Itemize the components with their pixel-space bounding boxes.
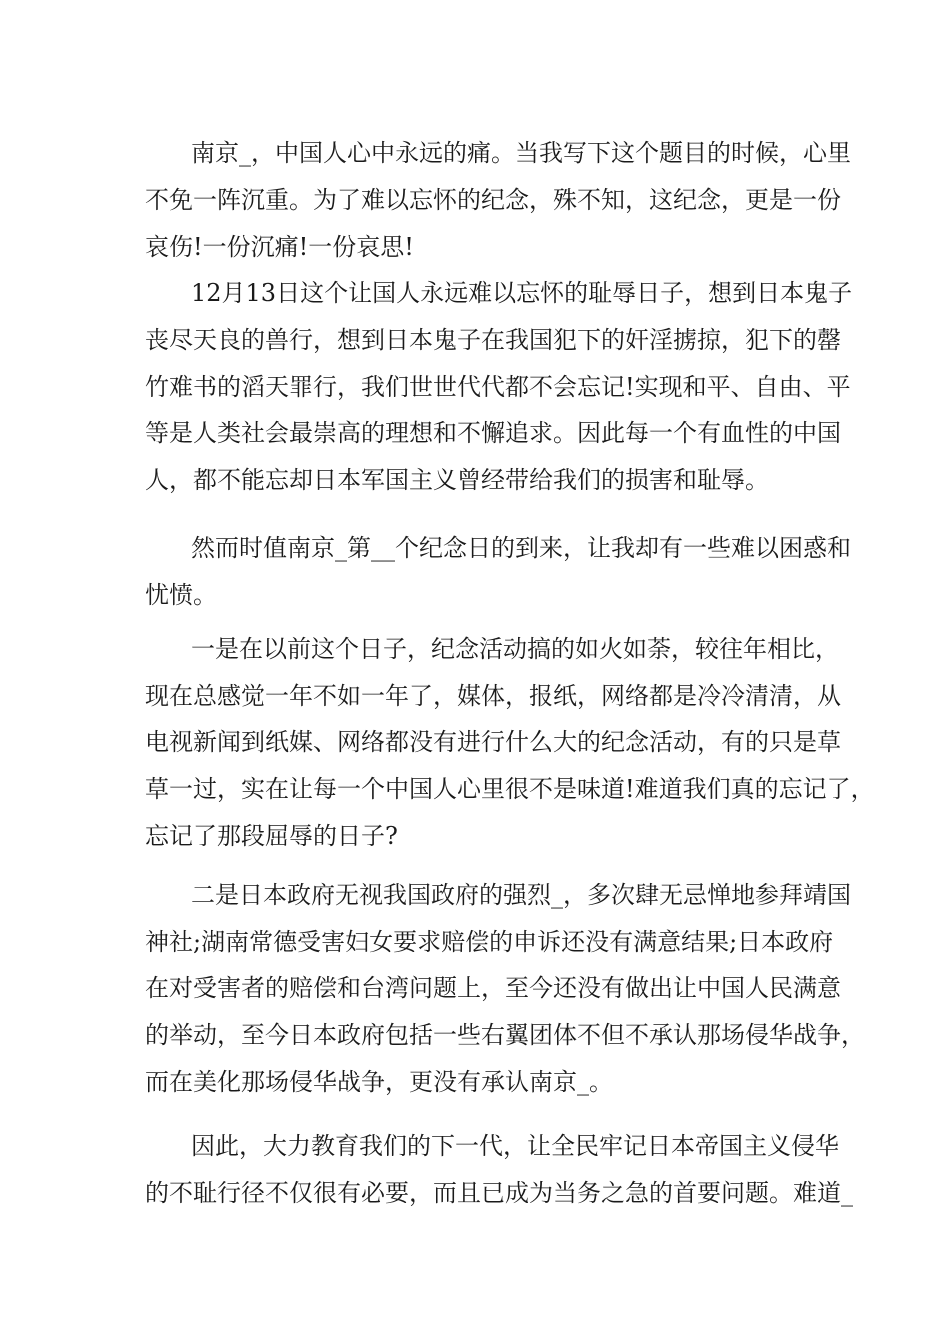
paragraph-4-line-1: 一是在以前这个日子，纪念活动搞的如火如荼，较往年相比， <box>191 635 839 663</box>
paragraph-2-line-3: 竹难书的滔天罪行，我们世世代代都不会忘记!实现和平、自由、平 <box>145 373 851 401</box>
paragraph-3-line-1: 然而时值南京_第__个纪念日的到来，让我却有一些难以困惑和 <box>191 534 851 562</box>
paragraph-5-line-5: 而在美化那场侵华战争，更没有承认南京_。 <box>145 1068 613 1096</box>
paragraph-2-line-2: 丧尽天良的兽行，想到日本鬼子在我国犯下的奸淫掳掠，犯下的罄 <box>145 326 841 354</box>
paragraph-5-line-2: 神社;湖南常德受害妇女要求赔偿的申诉还没有满意结果;日本政府 <box>145 928 834 956</box>
paragraph-4-line-4: 草一过，实在让每一个中国人心里很不是味道!难道我们真的忘记了， <box>145 775 875 803</box>
paragraph-1-line-1: 南京_，中国人心中永远的痛。当我写下这个题目的时候，心里 <box>191 139 851 167</box>
paragraph-6-line-2: 的不耻行径不仅很有必要，而且已成为当务之急的首要问题。难道_ <box>145 1179 853 1207</box>
paragraph-2-line-1: 12月13日这个让国人永远难以忘怀的耻辱日子，想到日本鬼子 <box>191 279 853 307</box>
paragraph-3-line-2: 忧愤。 <box>145 581 217 609</box>
paragraph-4-line-2: 现在总感觉一年不如一年了，媒体，报纸，网络都是冷冷清清，从 <box>145 682 841 710</box>
paragraph-4-line-5: 忘记了那段屈辱的日子? <box>145 822 398 850</box>
paragraph-2-line-5: 人，都不能忘却日本军国主义曾经带给我们的损害和耻辱。 <box>145 466 769 494</box>
paragraph-5-line-3: 在对受害者的赔偿和台湾问题上，至今还没有做出让中国人民满意 <box>145 974 841 1002</box>
paragraph-1-line-3: 哀伤!一份沉痛!一份哀思! <box>145 233 414 261</box>
paragraph-6-line-1: 因此，大力教育我们的下一代，让全民牢记日本帝国主义侵华 <box>191 1132 839 1160</box>
paragraph-5-line-1: 二是日本政府无视我国政府的强烈_，多次肆无忌惮地参拜靖国 <box>191 881 851 909</box>
paragraph-2-line-4: 等是人类社会最崇高的理想和不懈追求。因此每一个有血性的中国 <box>145 419 841 447</box>
paragraph-1-line-2: 不免一阵沉重。为了难以忘怀的纪念，殊不知，这纪念，更是一份 <box>145 186 841 214</box>
paragraph-5-line-4: 的举动，至今日本政府包括一些右翼团体不但不承认那场侵华战争， <box>145 1021 865 1049</box>
paragraph-4-line-3: 电视新闻到纸媒、网络都没有进行什么大的纪念活动，有的只是草 <box>145 728 841 756</box>
